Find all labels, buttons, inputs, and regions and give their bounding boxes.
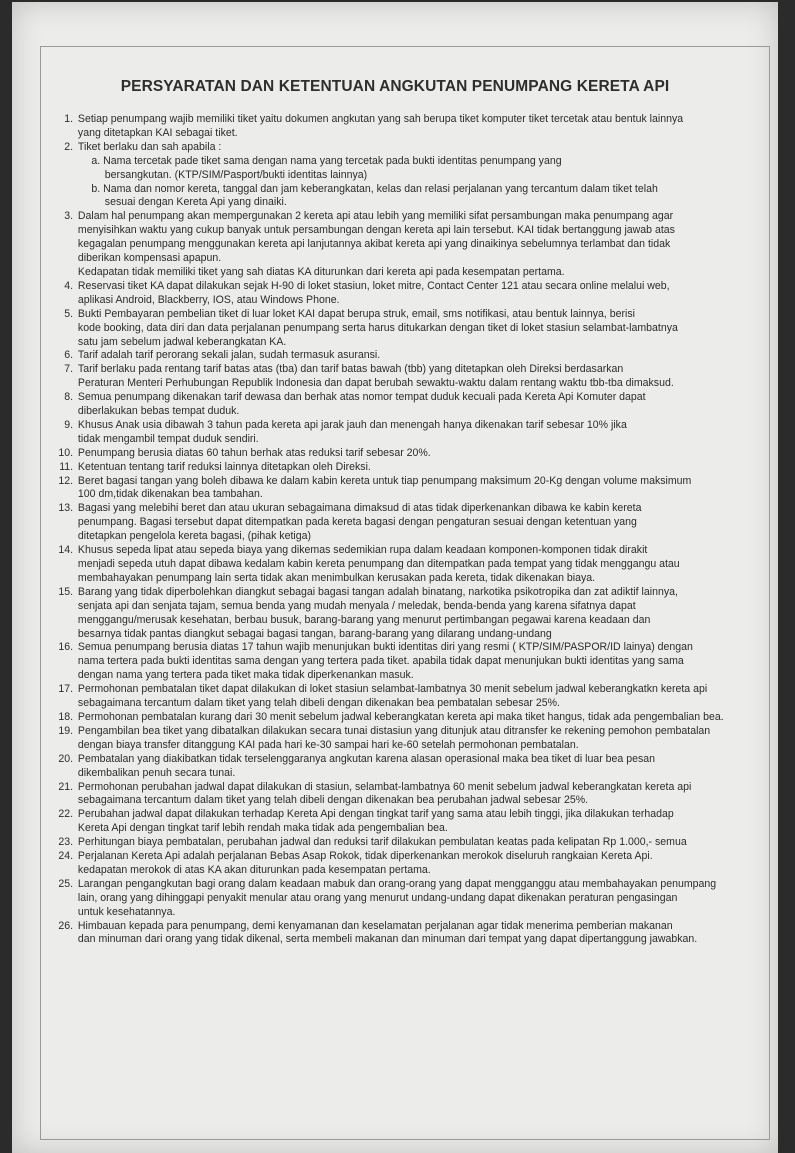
- term-line: penumpang. Bagasi tersebut dapat ditempatkan pada kereta bagasi dengan pengaturan sesuai dengan ketentuan yang: [77, 516, 637, 529]
- term-number: 21.: [58, 780, 74, 793]
- term-item: [52, 141, 736, 211]
- term-subitem-line: a. Nama tercetak pade tiket sama dengan nama yang tercetak pada bukti identitas penumpang yang: [91, 154, 562, 167]
- term-number: 16.: [58, 641, 74, 654]
- term-text: [78, 502, 736, 544]
- term-subitem-line: bersangkutan. (KTP/SIM/Pasport/bukti identitas lainnya): [104, 168, 368, 181]
- term-line: Perubahan jadwal dapat dilakukan terhadap Kereta Api dengan tingkat tarif yang sama atau lebih tinggi, jika dilakukan terhadap: [77, 808, 674, 821]
- term-line: Tarif adalah tarif perorang sekali jalan, sudah termasuk asuransi.: [77, 349, 381, 362]
- term-line: satu jam sebelum jadwal keberangkatan KA.: [77, 335, 287, 348]
- term-number: 3.: [64, 210, 74, 223]
- term-line: diberlakukan bebas tempat duduk.: [77, 405, 240, 418]
- term-line: untuk kesehatannya.: [77, 905, 176, 918]
- term-item: [52, 808, 736, 836]
- term-line: 100 dm,tidak dikenakan bea tambahan.: [77, 488, 263, 501]
- term-item: [52, 781, 736, 809]
- term-number: 1.: [64, 113, 74, 125]
- term-number: 10.: [58, 446, 74, 459]
- term-line: diberikan kompensasi apapun.: [77, 252, 222, 265]
- term-line: sebagaimana tercantum dalam tiket yang telah dibeli dengan dikenakan bea pembatalan sebesar 25%.: [77, 697, 560, 710]
- term-item: [52, 419, 736, 447]
- term-number: 6.: [64, 349, 74, 362]
- term-text: [78, 363, 736, 391]
- term-item: [52, 586, 736, 642]
- term-line: Semua penumpang berusia diatas 17 tahun wajib menunjukan bukti identitas diri yang resmi ( KTP/SIM/PASPOR/ID lainya) dengan: [77, 641, 693, 654]
- term-line: Permohonan perubahan jadwal dapat dilakukan di stasiun, selambat-lambatnya 60 menit sebelum jadwal keberangkatan kereta api: [77, 780, 692, 793]
- term-line: Penumpang berusia diatas 60 tahun berhak atas reduksi tarif sebesar 20%.: [77, 446, 431, 459]
- term-line: kegagalan penumpang menggunakan kereta api lanjutannya akibat kereta api yang dinaikinya sebelumnya terlambat dan tidak: [77, 238, 671, 251]
- term-number: 19.: [58, 724, 74, 737]
- term-item: [52, 850, 736, 878]
- term-line: Khusus sepeda lipat atau sepeda biaya yang dikemas sedemikian rupa dalam keadaan komponen-komponen tidak dirakit: [77, 544, 648, 557]
- term-text: [78, 210, 736, 280]
- term-line: menyisihkan waktu yang cukup banyak untuk persambungan dengan kereta api lain tersebut. KAI tidak bertanggung jawab atas: [77, 224, 675, 237]
- term-line: Beret bagasi tangan yang boleh dibawa ke dalam kabin kereta untuk tiap penumpang maksimum 20-Kg dengan volume maksimum: [77, 474, 692, 487]
- term-text: [78, 586, 736, 642]
- term-text: [78, 781, 736, 809]
- term-line: menggangu/merusak kesehatan, berbau busuk, barang-barang yang menurut pertimbangan pegawai karena keadaan dan: [77, 613, 651, 626]
- term-item: [52, 753, 736, 781]
- term-text: [78, 544, 736, 586]
- term-item: [52, 113, 736, 141]
- term-line: Bukti Pembayaran pembelian tiket di luar loket KAI dapat berupa struk, email, sms notifikasi, atau bentuk lainnya, berisi: [77, 307, 635, 320]
- term-line: kode booking, data diri dan data perjalanan penumpang serta harus ditukarkan dengan tiket di loket stasiun selambat-lambatnya: [77, 321, 678, 334]
- term-item: [52, 683, 736, 711]
- term-number: 26.: [58, 919, 74, 932]
- term-line: Setiap penumpang wajib memiliki tiket yaitu dokumen angkutan yang sah berupa tiket komputer tiket tercetak atau bentuk lainnya: [77, 113, 684, 125]
- term-line: dengan biaya transfer ditanggung KAI pada hari ke-30 sampai hari ke-60 setelah permohonan pembatalan.: [77, 738, 579, 751]
- term-text: [78, 878, 736, 920]
- term-text: [78, 808, 736, 836]
- term-text: [78, 475, 736, 503]
- term-number: 18.: [58, 710, 74, 723]
- term-line: membahayakan penumpang lain serta tidak akan menimbulkan kerusakan pada kereta, tidak dikenakan biaya.: [77, 571, 596, 584]
- term-line: Dalam hal penumpang akan mempergunakan 2 kereta api atau lebih yang memiliki sifat persambungan maka penumpang agar: [77, 210, 674, 223]
- term-number: 24.: [58, 850, 74, 863]
- term-number: 22.: [58, 808, 74, 821]
- term-line: dengan nama yang tertera pada tiket maka tidak diperkenankan masuk.: [77, 669, 414, 682]
- term-line: nama tertera pada bukti identitas sama dengan yang tertera pada tiket. apabila tidak dapat menunjukan bukti identitas yang sama: [77, 655, 684, 668]
- term-text: [78, 711, 736, 725]
- term-item: [52, 711, 736, 725]
- term-text: [78, 349, 736, 363]
- term-item: [52, 447, 736, 461]
- term-item: [52, 544, 736, 586]
- term-item: [52, 836, 736, 850]
- term-line: tidak mengambil tempat duduk sendiri.: [77, 432, 259, 445]
- term-line: Pembatalan yang diakibatkan tidak terselenggaranya angkutan karena alasan operasional maka bea tiket di luar bea pesan: [77, 752, 656, 765]
- term-item: [52, 391, 736, 419]
- term-line: yang ditetapkan KAI sebagai tiket.: [77, 126, 238, 139]
- term-subitem-line: sesuai dengan Kereta Api yang dinaiki.: [104, 196, 287, 209]
- term-item: [52, 878, 736, 920]
- term-item: [52, 308, 736, 350]
- term-text: [78, 461, 736, 475]
- term-item: [52, 363, 736, 391]
- term-line: sebagaimana tercantum dalam tiket yang telah dibeli dengan dikenakan bea perubahan jadwal sebesar 25%.: [77, 794, 589, 807]
- term-line: Tarif berlaku pada rentang tarif batas atas (tba) dan tarif batas bawah (tbb) yang ditetapkan oleh Direksi berdasarkan: [77, 363, 624, 376]
- term-line: ditetapkan pengelola kereta bagasi, (pihak ketiga): [77, 530, 311, 543]
- term-line: Perjalanan Kereta Api adalah perjalanan Bebas Asap Rokok, tidak diperkenankan merokok diseluruh rangkaian Kereta Api.: [77, 850, 653, 863]
- term-number: 12.: [58, 474, 74, 487]
- term-number: 7.: [64, 363, 74, 376]
- term-text: [78, 113, 736, 141]
- term-line: Kereta Api dengan tingkat tarif lebih rendah maka tidak ada pengembalian bea.: [77, 822, 448, 835]
- term-item: [52, 475, 736, 503]
- term-item: [52, 461, 736, 475]
- term-line: dikembalikan penuh secara tunai.: [77, 766, 236, 779]
- term-line: Permohonan pembatalan kurang dari 30 menit sebelum jadwal keberangkatan kereta api maka tiket hangus, tidak ada pengembalian bea.: [77, 710, 724, 723]
- term-item: [52, 641, 736, 683]
- term-line: Tiket berlaku dan sah apabila :: [77, 140, 222, 153]
- document-page: [12, 2, 778, 1153]
- term-number: 14.: [58, 544, 74, 557]
- term-item: [52, 920, 736, 948]
- term-number: 17.: [58, 683, 74, 696]
- term-item: [52, 725, 736, 753]
- term-text: [78, 836, 736, 850]
- term-line: Bagasi yang melebihi beret dan atau ukuran sebagaimana dimaksud di atas tidak diperkenankan dibawa ke kabin kereta: [77, 502, 642, 515]
- term-text: [78, 280, 736, 308]
- term-text: [78, 850, 736, 878]
- term-line: Khusus Anak usia dibawah 3 tahun pada kereta api jarak jauh dan menengah hanya dikenakan tarif sebesar 10% jika: [77, 418, 627, 431]
- term-line: Reservasi tiket KA dapat dilakukan sejak H-90 di loket stasiun, loket mitre, Contact Center 121 atau secara online melalui web,: [77, 279, 670, 292]
- term-number: 13.: [58, 502, 74, 515]
- term-line: kedapatan merokok di atas KA akan diturunkan pada kesempatan pertama.: [77, 863, 431, 876]
- term-line: Semua penumpang dikenakan tarif dewasa dan berhak atas nomor tempat duduk kecuali pada Kereta Api Komuter dapat: [77, 391, 646, 404]
- term-number: 8.: [64, 391, 74, 404]
- term-text: [78, 753, 736, 781]
- term-line: senjata api dan senjata tajam, semua benda yang mudah menyala / meledak, benda-benda yang karena sifatnya dapat: [77, 599, 636, 612]
- term-text: [78, 641, 736, 683]
- term-line: Himbauan kepada para penumpang, demi kenyamanan dan keselamatan perjalanan agar tidak menerima pemberian makanan: [77, 919, 673, 932]
- term-line: Barang yang tidak diperbolehkan diangkut sebagai bagasi tangan adalah binatang, narkotika psikotropika dan zat adiktif lainnya,: [77, 585, 678, 598]
- term-subitem: [78, 155, 736, 183]
- term-subitem: [78, 183, 736, 211]
- term-item: [52, 502, 736, 544]
- term-text: [78, 683, 736, 711]
- term-text: [78, 419, 736, 447]
- term-number: 4.: [64, 279, 74, 292]
- term-number: 25.: [58, 877, 74, 890]
- term-text: [78, 141, 736, 211]
- term-item: [52, 210, 736, 280]
- term-line: Pengambilan bea tiket yang dibatalkan dilakukan secara tunai distasiun yang ditunjuk atau ditransfer ke rekening pemohon pembatalan: [77, 724, 711, 737]
- term-line: Perhitungan biaya pembatalan, perubahan jadwal dan reduksi tarif dilakukan pembulatan keatas pada kelipatan Rp 1.000,- semua: [77, 836, 687, 849]
- term-number: 2.: [64, 140, 74, 153]
- term-number: 15.: [58, 585, 74, 598]
- term-line: Permohonan pembatalan tiket dapat dilakukan di loket stasiun selambat-lambatnya 30 menit sebelum jadwal keberangkatkn kereta api: [77, 683, 708, 696]
- term-line: aplikasi Android, Blackberry, IOS, atau Windows Phone.: [77, 293, 340, 306]
- term-line: Ketentuan tentang tarif reduksi lainnya ditetapkan oleh Direksi.: [77, 460, 371, 473]
- document-title: PERSYARATAN DAN KETENTUAN ANGKUTAN PENUMPANG KERETA API: [120, 78, 670, 95]
- term-text: [78, 447, 736, 461]
- term-line: Kedapatan tidak memiliki tiket yang sah diatas KA diturunkan dari kereta api pada kesempatan pertama.: [77, 265, 565, 278]
- term-line: dan minuman dari orang yang tidak dikenal, serta membeli makanan dan minuman dari tempat yang dapat dipertanggung jawabkan.: [77, 933, 698, 946]
- term-text: [78, 920, 736, 948]
- term-line: Peraturan Menteri Perhubungan Republik Indonesia dan dapat berubah sewaktu-waktu dalam rentang waktu tbb-tba dimaksud.: [77, 377, 674, 390]
- term-item: [52, 349, 736, 363]
- term-line: Larangan pengangkutan bagi orang dalam keadaan mabuk dan orang-orang yang dapat mengganggu atau membahayakan penumpang: [77, 877, 717, 890]
- term-subitem-line: b. Nama dan nomor kereta, tanggal dan jam keberangkatan, kelas dan relasi perjalanan yang tercantum dalam tiket telah: [91, 182, 658, 195]
- term-number: 5.: [64, 307, 74, 320]
- term-number: 23.: [58, 836, 74, 849]
- term-number: 20.: [58, 752, 74, 765]
- term-number: 9.: [64, 418, 74, 431]
- terms-list: [52, 113, 736, 947]
- term-text: [78, 725, 736, 753]
- term-line: besarnya tidak pantas diangkut sebagai bagasi tangan, barang-barang yang dilarang undang-undang: [77, 627, 552, 640]
- term-line: lain, orang yang dihinggapi penyakit menular atau orang yang menurut undang-undang dapat dikenakan peraturan pengasingan: [77, 891, 678, 904]
- term-text: [78, 391, 736, 419]
- term-text: [78, 308, 736, 350]
- term-line: menjadi sepeda utuh dapat dibawa kedalam kabin kereta penumpang dan ditempatkan pada tempat yang tidak menggangu atau: [77, 558, 680, 570]
- term-number: 11.: [59, 460, 74, 473]
- term-item: [52, 280, 736, 308]
